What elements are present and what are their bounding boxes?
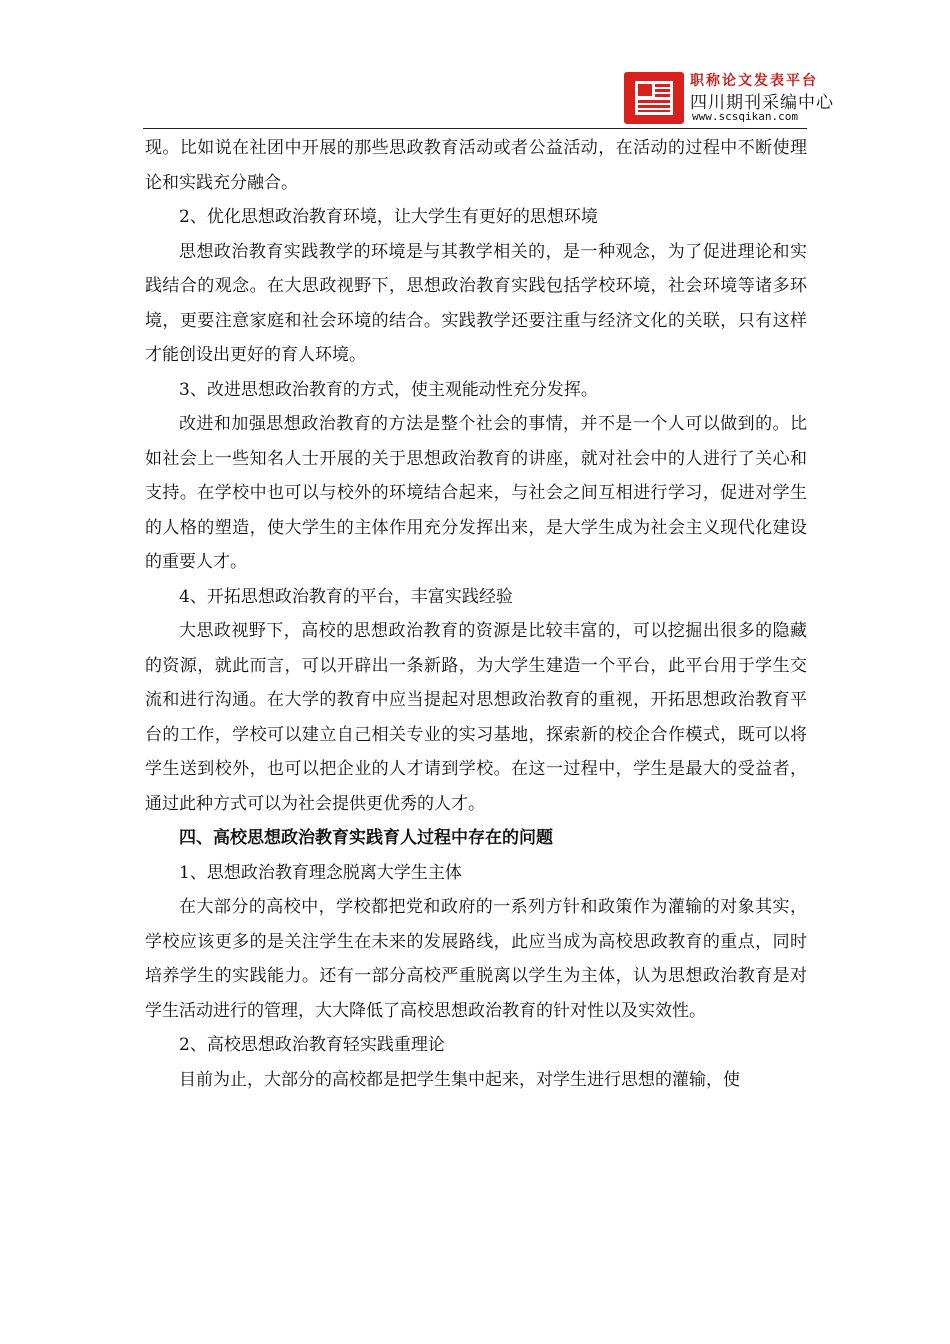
logo-tagline: 职称论文发表平台: [690, 73, 818, 89]
document-body: [145, 131, 807, 1097]
section-subheading: 3、改进思想政治教育的方式，使主观能动性充分发挥。: [179, 379, 598, 400]
newspaper-icon: [624, 72, 684, 124]
header-rule: [143, 128, 807, 129]
section-subheading: 4、开拓思想政治教育的平台，丰富实践经验: [179, 586, 513, 607]
section-subheading: 1、思想政治教育理念脱离大学生主体: [179, 862, 462, 883]
paragraph: 思想政治教育实践教学的环境是与其教学相关的，是一种观念，为了促进理论和实践结合的观念。在大思政视野下，思想政治教育实践包括学校环境，社会环境等诸多环境，更要注意家庭和社会环境的结合。实践教学还要注重与经济文化的关联，只有这样才能创设出更好的育人环境。: [145, 241, 807, 365]
logo-url: www.scsqikan.com: [692, 110, 798, 123]
logo-name: 四川期刊采编中心: [690, 93, 834, 113]
publisher-logo: [624, 68, 834, 128]
section-heading: 四、高校思想政治教育实践育人过程中存在的问题: [179, 828, 553, 848]
paragraph: 现。比如说在社团中开展的那些思政教育活动或者公益活动，在活动的过程中不断使理论和实践充分融合。: [145, 138, 807, 193]
paragraph: 改进和加强思想政治教育的方法是整个社会的事情，并不是一个人可以做到的。比如社会上一些知名人士开展的关于思想政治教育的讲座，就对社会中的人进行了关心和支持。在学校中也可以与校外的环境结合起来，与社会之间互相进行学习，促进对学生的人格的塑造，使大学生的主体作用充分发挥出来，是大学生成为社会主义现代化建设的重要人才。: [145, 414, 807, 572]
paragraph: 目前为止，大部分的高校都是把学生集中起来，对学生进行思想的灌输，使: [179, 1069, 740, 1090]
section-subheading: 2、优化思想政治教育环境，让大学生有更好的思想环境: [179, 207, 598, 227]
section-subheading: 2、高校思想政治教育轻实践重理论: [179, 1035, 445, 1055]
paragraph: 大思政视野下，高校的思想政治教育的资源是比较丰富的，可以挖掘出很多的隐藏的资源，就此而言，可以开辟出一条新路，为大学生建造一个平台，此平台用于学生交流和进行沟通。在大学的教育中应当提起对思想政治教育的重视，开拓思想政治教育平台的工作，学校可以建立自己相关专业的实习基地，探索新的校企合作模式，既可以将学生送到校外，也可以把企业的人才请到学校。在这一过程中，学生是最大的受益者，通过此种方式可以为社会提供更优秀的人才。: [145, 621, 807, 814]
paragraph: 在大部分的高校中，学校都把党和政府的一系列方针和政策作为灌输的对象其实，学校应该更多的是关注学生在未来的发展路线，此应当成为高校思政教育的重点，同时培养学生的实践能力。还有一部分高校严重脱离以学生为主体，认为思想政治教育是对学生活动进行的管理，大大降低了高校思想政治教育的针对性以及实效性。: [145, 897, 807, 1021]
